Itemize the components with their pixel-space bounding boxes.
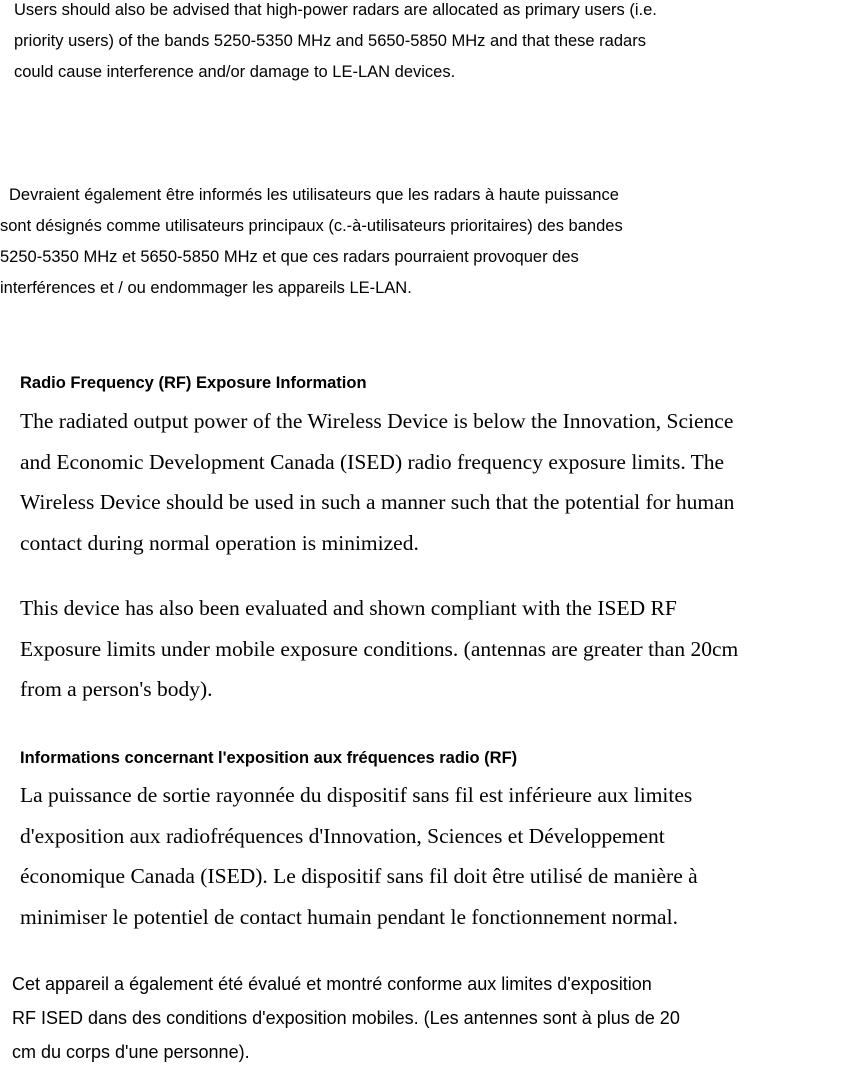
en-rf-p1-line-1: The radiated output power of the Wireless Device is below the Innovation, Science [20, 409, 734, 433]
fr-rf-heading: Informations concernant l'exposition aux fréquences radio (RF) [20, 749, 518, 767]
fr-rf-p2-line-3: cm du corps d'une personne). [12, 1042, 250, 1062]
fr-rf-p2-line-2: RF ISED dans des conditions d'exposition mobiles. (Les antennes sont à plus de 20 [12, 1008, 680, 1028]
fr-radar-notice [0, 180, 623, 304]
en-rf-p1-line-3: Wireless Device should be used in such a manner such that the potential for human [20, 490, 735, 514]
fr-radar-line-3: 5250-5350 MHz et 5650-5850 MHz et que ces radars pourraient provoquer des [0, 248, 579, 266]
fr-radar-line-4: interférences et / ou endommager les appareils LE-LAN. [0, 279, 412, 297]
fr-radar-line-1: Devraient également être informés les utilisateurs que les radars à haute puissance [9, 186, 619, 204]
fr-rf-p1-line-3: économique Canada (ISED). Le dispositif sans fil doit être utilisé de manière à [20, 864, 698, 888]
en-rf-p2-line-2: Exposure limits under mobile exposure conditions. (antennas are greater than 20cm [20, 636, 739, 661]
fr-rf-p1-line-2: d'exposition aux radiofréquences d'Innovation, Sciences et Développement [20, 823, 665, 848]
en-rf-p2-line-3: from a person's body). [20, 677, 213, 701]
fr-rf-p1-line-1: La puissance de sortie rayonnée du dispositif sans fil est inférieure aux limites [20, 783, 693, 807]
en-radar-line-1: Users should also be advised that high-power radars are allocated as primary users (i.e. [14, 1, 657, 19]
en-radar-notice [14, 0, 657, 88]
en-rf-paragraph-2 [20, 588, 738, 710]
fr-rf-p1-line-4: minimiser le potentiel de contact humain pendant le fonctionnement normal. [20, 904, 678, 929]
en-rf-paragraph-1 [20, 401, 734, 563]
en-radar-line-2: priority users) of the bands 5250-5350 MHz and 5650-5850 MHz and that these radars [14, 32, 646, 50]
fr-rf-paragraph-1 [20, 775, 698, 937]
en-radar-line-3: could cause interference and/or damage to LE-LAN devices. [14, 63, 456, 81]
fr-rf-p2-line-1: Cet appareil a également été évalué et montré conforme aux limites d'exposition [12, 974, 652, 994]
fr-radar-line-2: sont désignés comme utilisateurs principaux (c.-à-utilisateurs prioritaires) des bandes [0, 217, 623, 235]
en-rf-p1-line-4: contact during normal operation is minimized. [20, 530, 419, 555]
en-rf-heading: Radio Frequency (RF) Exposure Information [20, 374, 367, 392]
en-rf-p1-line-2: and Economic Development Canada (ISED) radio frequency exposure limits. The [20, 449, 725, 474]
en-rf-p2-line-1: This device has also been evaluated and shown compliant with the ISED RF [20, 596, 677, 620]
fr-rf-paragraph-2 [12, 967, 680, 1069]
